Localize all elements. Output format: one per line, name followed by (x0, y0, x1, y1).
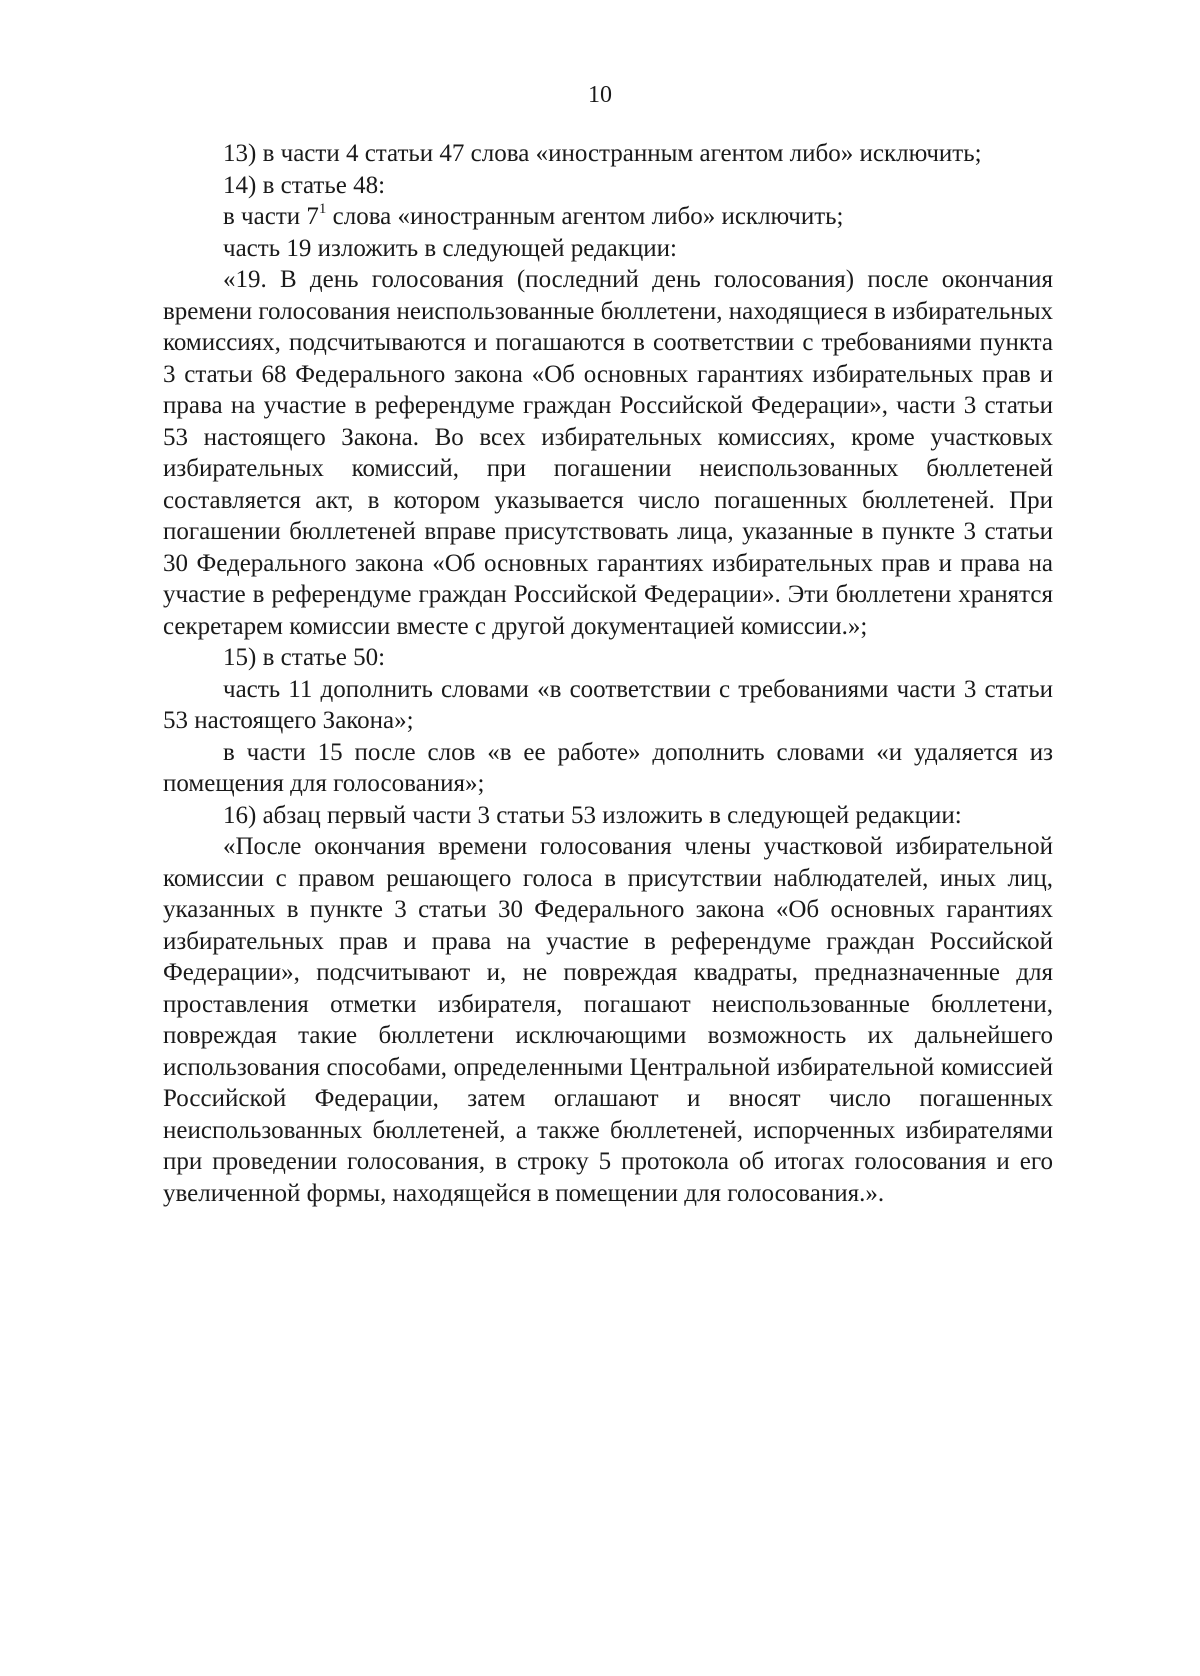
paragraph-part-19-text: «19. В день голосования (последний день голосования) после окончания времени голосования неиспользованные бюллетени, находящиеся в избирательных комиссиях, подсчитываются и погашаются в соответствии с требованиями пункта 3 статьи 68 Федерального закона «Об основных гарантиях избирательных прав и права на участие в референдуме граждан Российской Федерации», части 3 статьи 53 настоящего Закона. Во всех избирательных комиссиях, кроме участковых избирательных комиссий, при погашении неиспользованных бюллетеней составляется акт, в котором указывается число погашенных бюллетеней. При погашении бюллетеней вправе присутствовать лица, указанные в пункте 3 статьи 30 Федерального закона «Об основных гарантиях избирательных прав и права на участие в референдуме граждан Российской Федерации». Эти бюллетени хранятся секретарем комиссии вместе с другой документацией комиссии.»; (163, 266, 1053, 640)
paragraph-part-15: в части 15 после слов «в ее работе» дополнить словами «и удаляется из помещения для голосования»; (163, 738, 1053, 797)
paragraph-item-13: 13) в части 4 статьи 47 слова «иностранным агентом либо» исключить; (223, 140, 982, 167)
paragraph-part-19-intro: часть 19 изложить в следующей редакции: (223, 234, 678, 262)
paragraph-text-before: в части 7 (223, 203, 319, 230)
paragraph-item-14: 14) в статье 48: (223, 171, 386, 199)
paragraph-item-16: 16) абзац первый части 3 статьи 53 изложить в следующей редакции: (223, 801, 962, 829)
document-body (163, 138, 1053, 1209)
paragraph-article-48-part-7 (163, 201, 1053, 233)
paragraph-text-after: слова «иностранным агентом либо» исключить; (326, 203, 844, 230)
paragraph-item-15: 15) в статье 50: (223, 644, 386, 671)
paragraph-article-53-text: «После окончания времени голосования члены участковой избирательной комиссии с правом решающего голоса в присутствии наблюдателей, иных лиц, указанных в пункте 3 статьи 30 Федерального закона «Об основных гарантиях избирательных прав и права на участие в референдуме граждан Российской Федерации», подсчитывают и, не повреждая квадраты, предназначенные для проставления отметки избирателя, погашают неиспользованные бюллетени, повреждая такие бюллетени исключающими возможность их дальнейшего использования способами, определенными Центральной избирательной комиссией Российской Федерации, затем оглашают и вносят число погашенных неиспользованных бюллетеней, а также бюллетеней, испорченных избирателями при проведении голосования, в строку 5 протокола об итогах голосования и его увеличенной формы, находящейся в помещении для голосования.». (163, 833, 1053, 1207)
page-number: 10 (588, 82, 612, 108)
paragraph-part-11: часть 11 дополнить словами «в соответствии с требованиями части 3 статьи 53 настоящего Закона»; (163, 675, 1053, 734)
superscript-index: 1 (318, 201, 327, 217)
